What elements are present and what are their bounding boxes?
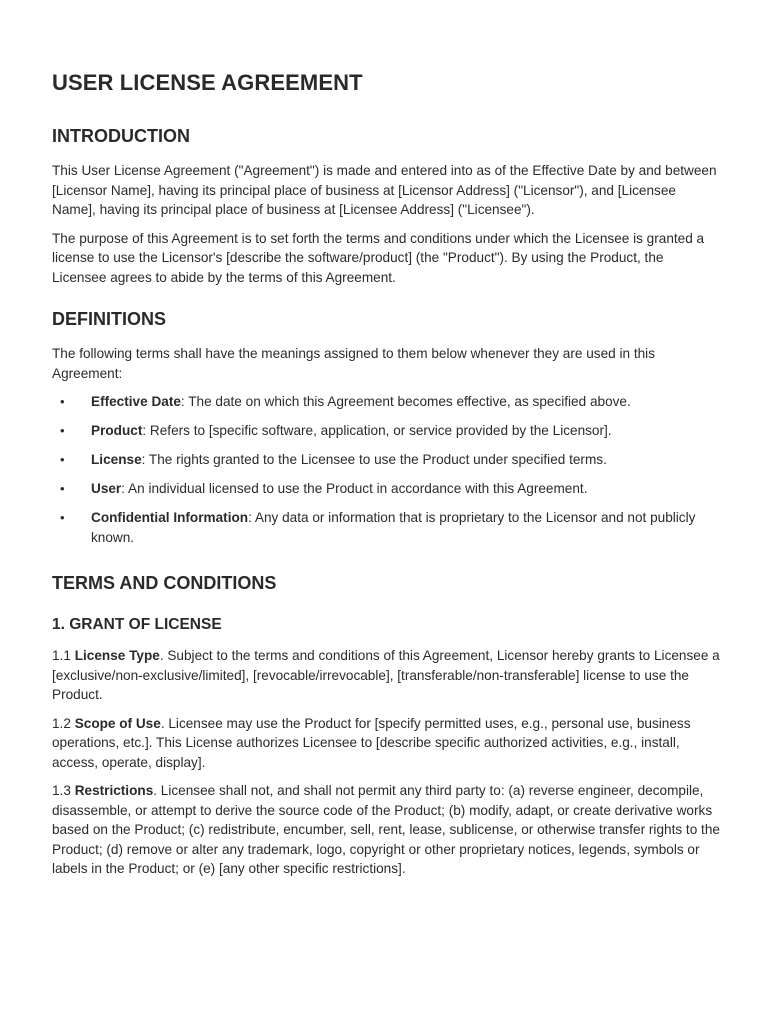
terms-heading: TERMS AND CONDITIONS	[52, 573, 277, 593]
document-title: USER LICENSE AGREEMENT	[52, 70, 363, 95]
introduction-heading: INTRODUCTION	[52, 126, 190, 146]
bullet-icon: •	[60, 510, 65, 525]
bullet-icon: •	[60, 423, 65, 438]
definition-text: : The date on which this Agreement becomes effective, as specified above.	[180, 394, 631, 409]
bullet-icon: •	[60, 394, 65, 409]
clause-number: 1.1	[52, 648, 75, 663]
definition-item-license	[52, 450, 720, 470]
definition-term: User	[91, 481, 122, 496]
clause-text: . Licensee may use the Product for [specify permitted uses, e.g., personal use, business operations, etc.]. This License authorizes Licensee to [describe specific authorized activities, e.g., install, access, operate, display].	[52, 715, 691, 770]
definition-item-confidential-information	[52, 508, 720, 547]
definition-item-product	[52, 421, 720, 441]
clause-1-3	[52, 781, 720, 879]
definitions-list	[52, 392, 720, 547]
definition-term: License	[91, 452, 142, 467]
definition-text: : An individual licensed to use the Product in accordance with this Agreement.	[121, 481, 588, 496]
clause-number: 1.3	[52, 783, 75, 798]
grant-of-license-heading: 1. GRANT OF LICENSE	[52, 616, 222, 633]
introduction-paragraph-2: The purpose of this Agreement is to set forth the terms and conditions under which the Licensee is granted a license to use the Licensor's [describe the software/product] (the "Product"). By using the Product, the Licensee agrees to abide by the terms of this Agreement.	[52, 230, 705, 285]
definition-text: : Any data or information that is proprietary to the Licensor and not publicly known.	[91, 510, 696, 545]
clause-text: . Licensee shall not, and shall not permit any third party to: (a) reverse engineer, decompile, disassemble, or attempt to derive the source code of the Product; (b) modify, adapt, or create derivative works based on the Product; (c) redistribute, encumber, sell, rent, lease, sublicense, or otherwise transfer rights to the Product; (d) remove or alter any trademark, logo, copyright or other proprietary notices, legends, symbols or labels in the Product; or (e) [any other specific restrictions].	[52, 783, 720, 876]
clause-1-1	[52, 646, 720, 705]
definition-text: : The rights granted to the Licensee to use the Product under specified terms.	[141, 452, 607, 467]
definition-item-effective-date	[52, 392, 720, 412]
definitions-heading: DEFINITIONS	[52, 309, 167, 329]
clause-label: Restrictions	[74, 783, 154, 798]
introduction-paragraph-1: This User License Agreement ("Agreement") is made and entered into as of the Effective Date by and between [Licensor Name], having its principal place of business at [Licensor Address] ("Licensor"), and [Licensee Name], having its principal place of business at [Licensee Address] ("Licensee").	[52, 163, 717, 217]
definitions-intro: The following terms shall have the meanings assigned to them below whenever they are used in this Agreement:	[52, 346, 655, 381]
clause-number: 1.2	[52, 715, 75, 731]
definition-item-user	[52, 479, 720, 499]
bullet-icon: •	[60, 452, 65, 467]
definition-term: Product	[91, 423, 143, 438]
definition-term: Effective Date	[91, 394, 181, 409]
clause-label: License Type	[74, 648, 160, 663]
definition-text: : Refers to [specific software, application, or service provided by the Licensor].	[142, 423, 612, 438]
bullet-icon: •	[60, 481, 65, 496]
clause-1-2	[52, 714, 720, 773]
definition-term: Confidential Information	[91, 510, 249, 525]
clause-text: . Subject to the terms and conditions of this Agreement, Licensor hereby grants to Licensee a [exclusive/non-exclusive/limited], [revocable/irrevocable], [transferable/non-transferable] license to use the Product.	[52, 648, 720, 702]
clause-label: Scope of Use	[74, 715, 161, 731]
